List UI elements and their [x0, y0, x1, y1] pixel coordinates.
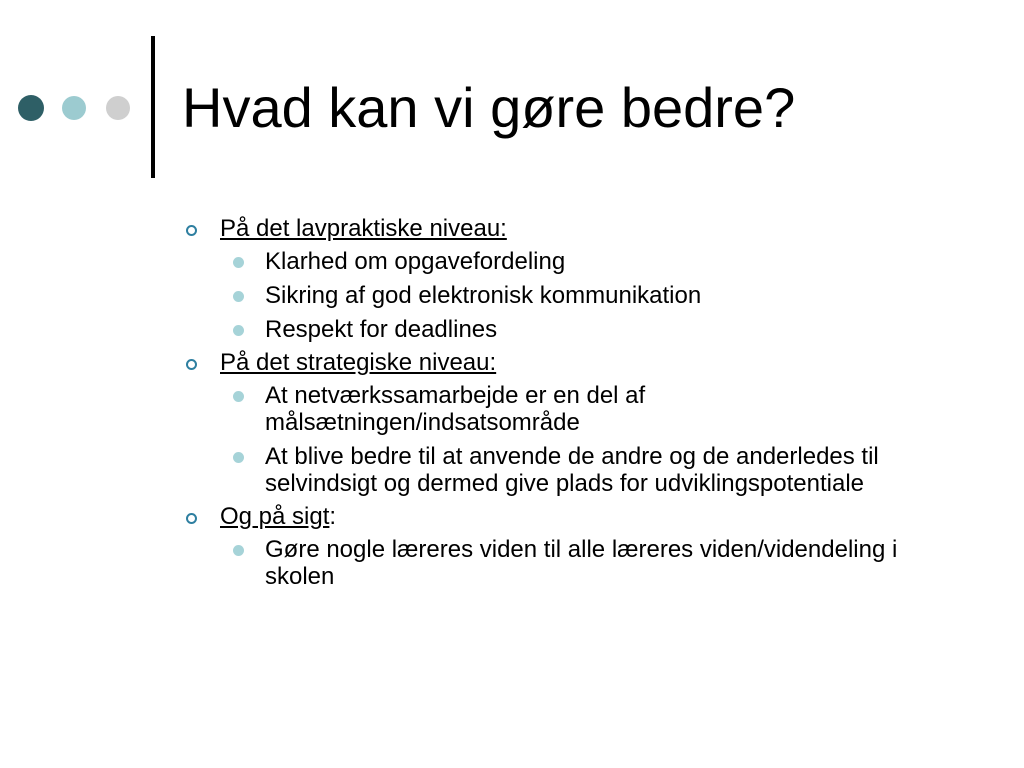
title-vertical-rule [151, 36, 155, 178]
bullet-text: Gøre nogle læreres viden til alle læreres viden/videndeling i skolen [265, 536, 898, 590]
bullet-text: At blive bedre til at anvende de andre og de anderledes til selvindsigt og dermed give plads for udviklingspotentiale [265, 443, 879, 497]
dot-bullet-icon [233, 291, 244, 302]
decorative-dot-light [62, 96, 86, 120]
dot-bullet-icon [233, 391, 244, 402]
bullet-heading-suffix: : [329, 503, 337, 530]
ring-bullet-icon [186, 225, 197, 236]
dot-bullet-icon [233, 545, 244, 556]
sub-bullet-list [220, 536, 916, 590]
bullet-text: Sikring af god elektronisk kommunikation [265, 282, 702, 309]
ring-bullet-icon [186, 513, 197, 524]
bullet-heading: På det lavpraktiske niveau: [220, 215, 507, 242]
bullet-level2 [220, 316, 916, 343]
decorative-dot-dark [18, 95, 44, 121]
bullet-text: Respekt for deadlines [265, 316, 498, 343]
ring-bullet-icon [186, 359, 197, 370]
bullet-level1 [186, 504, 916, 590]
bullet-text: At netværkssamarbejde er en del af målsætningen/indsatsområde [265, 382, 646, 436]
decorative-dot-grey [106, 96, 130, 120]
dot-bullet-icon [233, 452, 244, 463]
bullet-level2 [220, 282, 916, 309]
bullet-list [186, 216, 916, 597]
bullet-level2 [220, 248, 916, 275]
bullet-level2 [220, 382, 916, 436]
bullet-heading: På det strategiske niveau: [220, 349, 497, 376]
bullet-text: Klarhed om opgavefordeling [265, 248, 566, 275]
bullet-level1 [186, 216, 916, 343]
dot-bullet-icon [233, 257, 244, 268]
dot-bullet-icon [233, 325, 244, 336]
bullet-level2 [220, 536, 916, 590]
slide-title: Hvad kan vi gøre bedre? [182, 76, 796, 139]
sub-bullet-list [220, 248, 916, 343]
bullet-level2 [220, 443, 916, 497]
bullet-level1 [186, 350, 916, 497]
bullet-heading: Og på sigt [220, 503, 330, 530]
sub-bullet-list [220, 382, 916, 497]
